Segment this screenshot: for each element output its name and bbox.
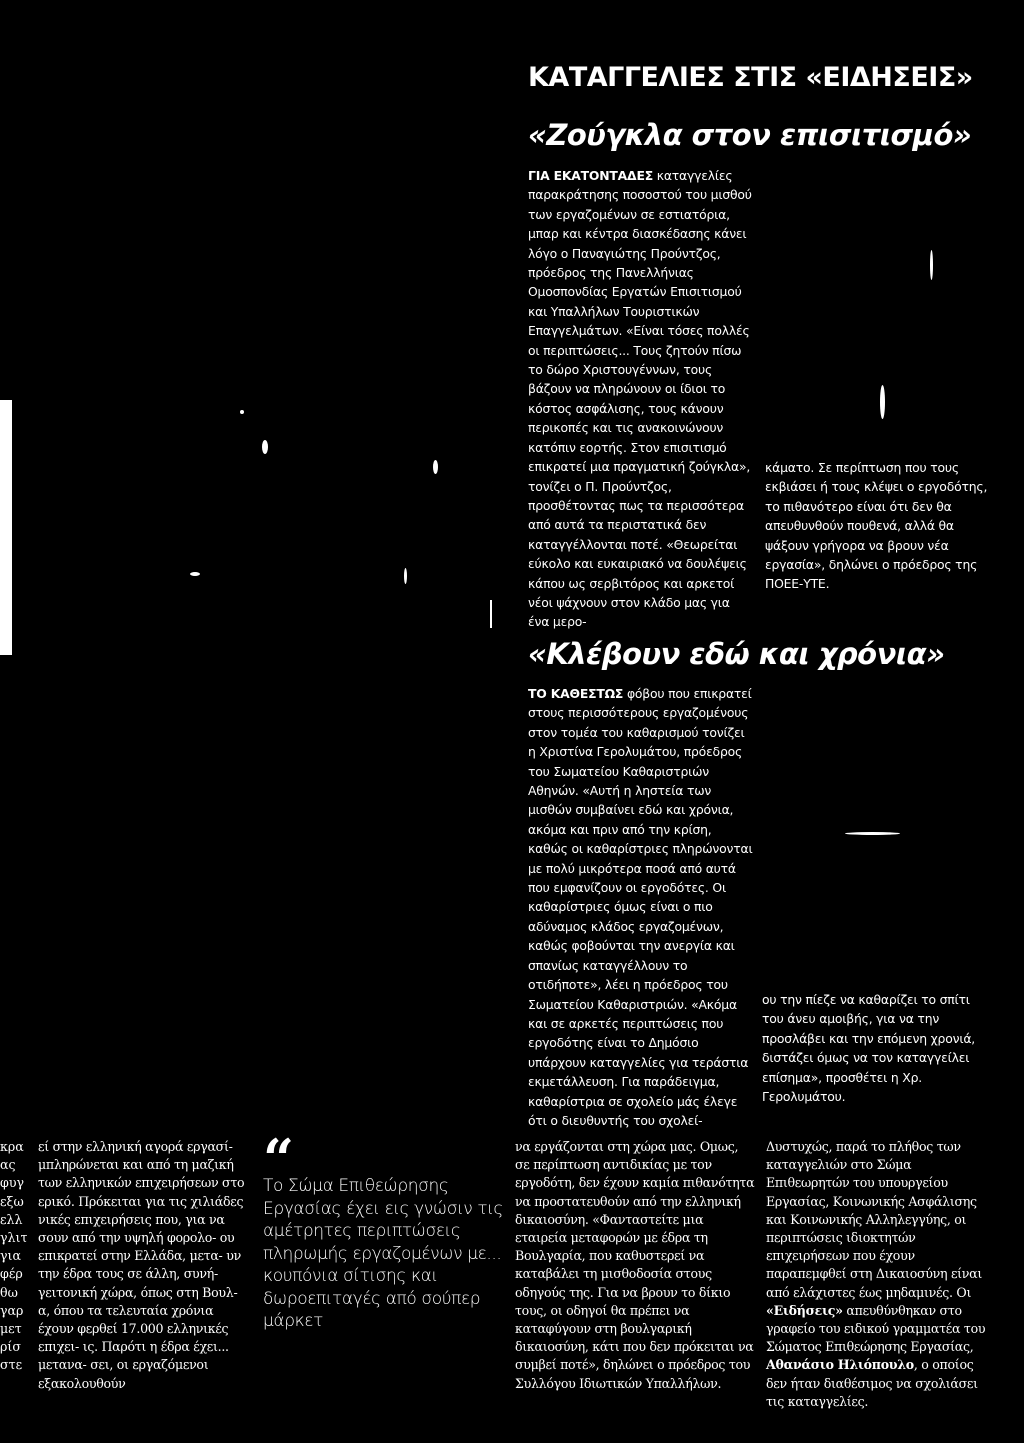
photo-speck: [845, 832, 900, 835]
main-body-3: να εργάζονται στη χώρα μας. Ομως, σε περίπτωση αντιδικίας με τον εργοδότη, δεν έχουν καμία πιθανότητα να προστατευθούν από την ελληνική δικαιοσύνη. «Φανταστείτε μια εταιρεία μεταφορών με έδρα τη Βουλγαρία, που καθυστερεί να καταβάλει τη μισθοδοσία στους οδηγούς της. Για να βρουν το δίκιο τους, οι οδηγοί θα πρέπει να καταφύγουν στη βουλγαρική δικαιοσύνη, κάτι που δεν πρόκειται να συμβεί ποτέ», δηλώνει ο πρόεδρος του Συλλόγου Ιδιωτικών Υπαλλήλων.: [515, 1139, 755, 1391]
clipped-fragment: γαρ: [0, 1302, 24, 1318]
photo-speck: [240, 410, 244, 414]
article1-body-cont: κάματο. Σε περίπτωση που τους εκβιάσει ή τους κλέψει ο εργοδότης, το πιθανότερο είναι ότι δεν θα απευθυνθούν πουθενά, αλλά θα ψάξουν γρήγορα να βρουν νέα εργασία», δηλώνει ο πρόεδρος της ΠΟΕΕ-ΥΤΕ.: [765, 460, 988, 592]
article2-column-1: [528, 684, 754, 1130]
clipped-fragment: φυγ: [0, 1175, 25, 1191]
clipped-column-fragments: [0, 1138, 34, 1375]
photo-speck: [433, 460, 438, 474]
clipped-fragment: ρίσ: [0, 1339, 21, 1355]
clipped-fragment: θω: [0, 1284, 18, 1300]
clipped-fragment: στε: [0, 1357, 23, 1373]
column-rule: [490, 600, 492, 628]
pull-quote: Το Σώμα Επιθεώρησης Εργασίας έχει εις γνώσιν τις αμέτρητες περιπτώσεις πληρωμής εργαζομένων με... κουπόνια σίτισης και δωροεπιταγές από σούπερ μάρκετ: [263, 1176, 503, 1331]
clipped-fragment: φέρ: [0, 1266, 23, 1282]
photo-speck: [404, 568, 407, 584]
quote-mark-icon: “: [263, 1127, 295, 1191]
clipped-fragment: γλιτ: [0, 1230, 28, 1246]
photo-speck: [930, 250, 933, 280]
scan-edge-bar: [0, 400, 12, 655]
article2-column-2: [762, 990, 994, 1106]
article1-headline: «Ζούγκλα στον επισιτισμό»: [528, 118, 972, 152]
main-column-4: [766, 1138, 998, 1411]
main-column-3: [515, 1138, 755, 1393]
photo-speck: [190, 572, 200, 576]
main-body-4c: , ο οποίος δεν ήταν διαθέσιμος να σχολιάσει τις καταγγελίες.: [766, 1357, 978, 1409]
publication-name: «Ειδήσεις»: [766, 1302, 843, 1318]
clipped-fragment: μετ: [0, 1321, 22, 1337]
clipped-fragment: ας: [0, 1157, 16, 1173]
clipped-fragment: κρα: [0, 1139, 24, 1154]
official-name: Αθανάσιο Ηλιόπουλο: [766, 1357, 914, 1373]
photo-speck: [262, 440, 268, 454]
article1-column-1: [528, 166, 754, 632]
photo-speck: [880, 385, 885, 419]
section-kicker: ΚΑΤΑΓΓΕΛΙΕΣ ΣΤΙΣ «ΕΙΔΗΣΕΙΣ»: [528, 62, 973, 93]
main-body-1: εί στην ελληνική αγορά εργασί- μπληρώνεται και από τη μαζική των ελληνικών επιχειρήσεων στο ερικό. Πρόκειται για τις χιλιάδες νικές επιχειρήσεις που, για να σουν από την υψηλή φορολο- ου επικρατεί στην Ελλάδα, μετα- υν την έδρα τους σε άλλη, συνή- γειτονική χώρα, όπως στη Βουλ- α, όπου τα τελευταία χρόνια έχουν φερθεί 17.000 ελληνικές επιχει- ις. Παρότι η έδρα έχει... μετανα- σει, οι εργαζόμενοι εξακολουθούν: [38, 1139, 245, 1391]
article2-headline: «Κλέβουν εδώ και χρόνια»: [528, 637, 945, 671]
clipped-fragment: ελλ: [0, 1211, 23, 1227]
article1-body: καταγγελίες παρακράτησης ποσοστού του μισθού των εργαζομένων σε εστιατόρια, μπαρ και κέντρα διασκέδασης κάνει λόγο ο Παναγιώτης Προύντζος, πρόεδρος της Πανελλήνιας Ομοσπονδίας Εργατών Επισιτισμού και Υπαλλήλων Τουριστικών Επαγγελμάτων. «Είναι τόσες πολλές οι περιπτώσεις... Τους ζητούν πίσω το δώρο Χριστουγέννων, τους βάζουν να πληρώνουν οι ίδιοι το κόστος ασφάλισης, τους κάνουν περικοπές και τις ανακοινώνουν κατόπιν εορτής. Στον επισιτισμό επικρατεί μια πραγματική ζούγκλα», τονίζει ο Π. Προύντζος, προσθέτοντας πως τα περισσότερα από αυτά τα περιστατικά δεν καταγγέλλονται ποτέ. «Θεωρείται εύκολο και ευκαιριακό να δουλέψεις κάπου ως σερβιτόρος και αρκετοί νέοι ψάχνουν στον κλάδο μας για ένα μερο-: [528, 168, 752, 630]
article1-lead: ΓΙΑ ΕΚΑΤΟΝΤΑΔΕΣ: [528, 168, 653, 183]
main-column-1: [38, 1138, 250, 1393]
clipped-fragment: για: [0, 1248, 21, 1264]
article1-column-2: [765, 458, 993, 594]
article2-body-cont: ου την πίεζε να καθαρίζει το σπίτι του άνευ αμοιβής, για να την προσλάβει και την επόμενη χρονιά, διστάζει όμως να τον καταγγείλει επίσημα», προσθέτει η Χρ. Γερολυμάτου.: [762, 992, 976, 1105]
clipped-fragment: εξω: [0, 1193, 24, 1209]
main-body-4b: απευθύνθηκαν στο γραφείο του ειδικού γραμματέα του Σώματος Επιθεώρησης Εργασίας,: [766, 1302, 986, 1355]
article2-body: φόβου που επικρατεί στους περισσότερους εργαζομένους στον τομέα του καθαρισμού τονίζει η Χριστίνα Γερολυμάτου, πρόεδρος του Σωματείου Καθαριστριών Αθηνών. «Αυτή η ληστεία των μισθών συμβαίνει εδώ και χρόνια, ακόμα και πριν από την κρίση, καθώς οι καθαρίστριες πληρώνονται με πολύ μικρότερα ποσά από αυτά που εμφανίζουν οι εργοδότες. Οι καθαρίστριες όμως είναι ο πιο αδύναμος κλάδος εργαζομένων, καθώς φοβούνται την ανεργία και σπανίως καταγγέλλουν το οτιδήποτε», λέει η πρόεδρος του Σωματείου Καθαριστριών. «Ακόμα και σε αρκετές περιπτώσεις που εργοδότης είναι το Δημόσιο υπάρχουν καταγγελίες για τεράστια εκμετάλλευση. Για παράδειγμα, καθαρίστρια σε σχολείο μάς έλεγε ότι ο διευθυντής του σχολεί-: [528, 686, 753, 1128]
article2-lead: ΤΟ ΚΑΘΕΣΤΩΣ: [528, 686, 624, 701]
main-body-4a: Δυστυχώς, παρά το πλήθος των καταγγελιών στο Σώμα Επιθεωρητών του υπουργείου Εργασίας, Κοινωνικής Ασφάλισης και Κοινωνικής Αλληλεγγύης, οι περιπτώσεις ιδιοκτητών επιχειρήσεων που έχουν παραπεμφθεί στη Δικαιοσύνη είναι από ελάχιστες έως μηδαμινές. Οι: [766, 1139, 982, 1300]
